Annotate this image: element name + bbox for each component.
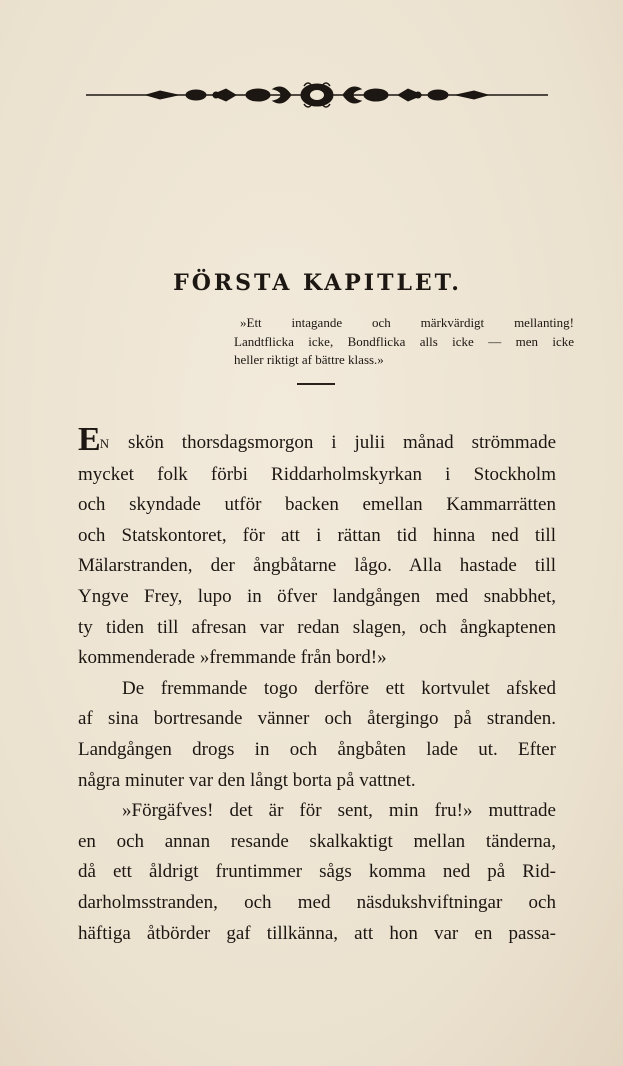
drop-cap: E [78, 421, 100, 458]
epigraph-line: heller riktigt af bättre klass.» [234, 352, 384, 367]
text-line: och skyndade utför backen emellan Kammarrätten [78, 494, 556, 516]
text-line-content: skön thorsdagsmorgon i julii månad strömmade [128, 432, 557, 453]
ornament-divider [86, 78, 548, 112]
text-line: Landgången drogs in och ångbåten lade ut. Efter [78, 738, 556, 760]
text-line: och Statskontoret, för att i rättan tid hinna ned till [78, 524, 556, 546]
text-line: darholmsstranden, och med näsdukshviftningar och [78, 891, 556, 913]
text-line [78, 421, 557, 460]
text-line: en och annan resande skalkaktigt mellan tänderna, [78, 830, 556, 852]
body-text [78, 421, 557, 949]
text-line: ty tiden till afresan var redan slagen, och ångkaptenen [78, 616, 556, 638]
text-line: Yngve Frey, lupo in öfver landgången med snabbhet, [78, 585, 556, 607]
text-line: De fremmande togo derföre ett kortvulet afsked [122, 677, 556, 699]
text-line: några minuter var den långt borta på vattnet. [78, 769, 416, 791]
text-line: då ett åldrigt fruntimmer sågs komma ned på Rid- [78, 861, 556, 883]
epigraph-line: »Ett intagande och märkvärdigt mellanting! [240, 315, 574, 330]
short-rule [297, 383, 335, 385]
text-line: häftiga åtbörder gaf tillkänna, att hon var en passa- [78, 922, 556, 944]
text-line: »Förgäfves! det är för sent, min fru!» muttrade [122, 800, 556, 822]
epigraph-line: Landtflicka icke, Bondflicka alls icke — men icke [234, 333, 574, 349]
chapter-title: FÖRSTA KAPITLET. [173, 270, 462, 296]
epigraph [222, 314, 574, 370]
text-line: Mälarstranden, der ångbåtarne lågo. Alla hastade till [78, 555, 556, 577]
text-line: mycket folk förbi Riddarholmskyrkan i Stockholm [78, 463, 556, 485]
text-line: kommenderade »fremmande från bord!» [78, 647, 387, 669]
drop-cap-rest: N [99, 436, 111, 451]
text-line: af sina bortresande vänner och återgingo på stranden. [78, 708, 556, 730]
